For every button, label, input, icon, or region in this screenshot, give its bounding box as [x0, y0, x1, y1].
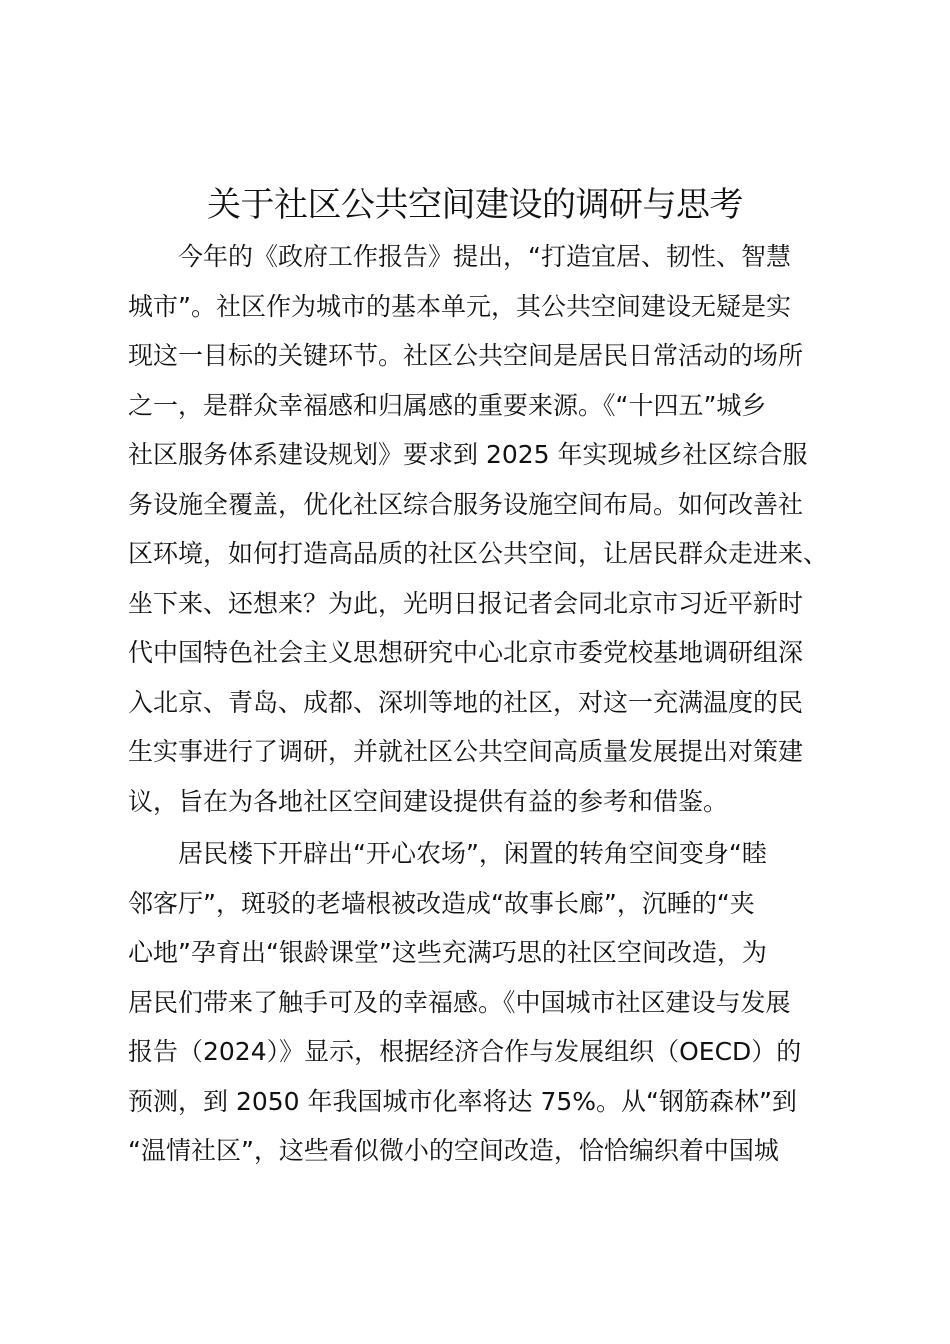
paragraph-line: 生实事进行了调研，并就社区公共空间高质量发展提出对策建 — [128, 737, 804, 766]
paragraph-line: 城市”。社区作为城市的基本单元，其公共空间建设无疑是实 — [128, 291, 791, 321]
paragraph-line: 预测，到 2050 年我国城市化率将达 75%。从“钢筋森林”到 — [128, 1086, 797, 1116]
paragraph-line: 坐下来、还想来？为此，光明日报记者会同北京市习近平新时 — [128, 588, 804, 618]
paragraph-line: 入北京、青岛、成都、深圳等地的社区，对这一充满温度的民 — [128, 687, 804, 717]
paragraph-line: “温情社区”，这些看似微小的空间改造，恰恰编织着中国城 — [128, 1136, 779, 1165]
paragraph-line: 今年的《政府工作报告》提出，“打造宜居、韧性、智慧 — [178, 242, 791, 271]
paragraph-line: 邻客厅”，斑驳的老墙根被改造成“故事长廊”，沉睡的“夹 — [128, 888, 755, 918]
paragraph-line: 务设施全覆盖，优化社区综合服务设施空间布局。如何改善社 — [128, 489, 804, 519]
paragraph-2 — [128, 829, 848, 1176]
paragraph-line: 现这一目标的关键环节。社区公共空间是居民日常活动的场所 — [128, 341, 804, 370]
document-title: 关于社区公共空间建设的调研与思考 — [207, 185, 743, 225]
paragraph-1 — [128, 232, 848, 826]
paragraph-line: 区环境，如何打造高品质的社区公共空间，让居民群众走进来、 — [128, 539, 829, 568]
paragraph-line: 居民们带来了触手可及的幸福感。《中国城市社区建设与发展 — [128, 987, 791, 1017]
paragraph-line: 社区服务体系建设规划》要求到 2025 年实现城乡社区综合服 — [128, 440, 808, 469]
paragraph-line: 之一，是群众幸福感和归属感的重要来源。《“十四五”城乡 — [128, 390, 767, 420]
paragraph-line: 议，旨在为各地社区空间建设提供有益的参考和借鉴。 — [128, 786, 729, 816]
paragraph-line: 报告（2024）》显示，根据经济合作与发展组织（OECD）的 — [128, 1037, 802, 1066]
paragraph-line: 代中国特色社会主义思想研究中心北京市委党校基地调研组深 — [128, 638, 804, 667]
paragraph-line: 居民楼下开辟出“开心农场”，闲置的转角空间变身“睦 — [178, 839, 767, 868]
paragraph-line: 心地”孕育出“银龄课堂”这些充满巧思的社区空间改造，为 — [128, 938, 767, 967]
